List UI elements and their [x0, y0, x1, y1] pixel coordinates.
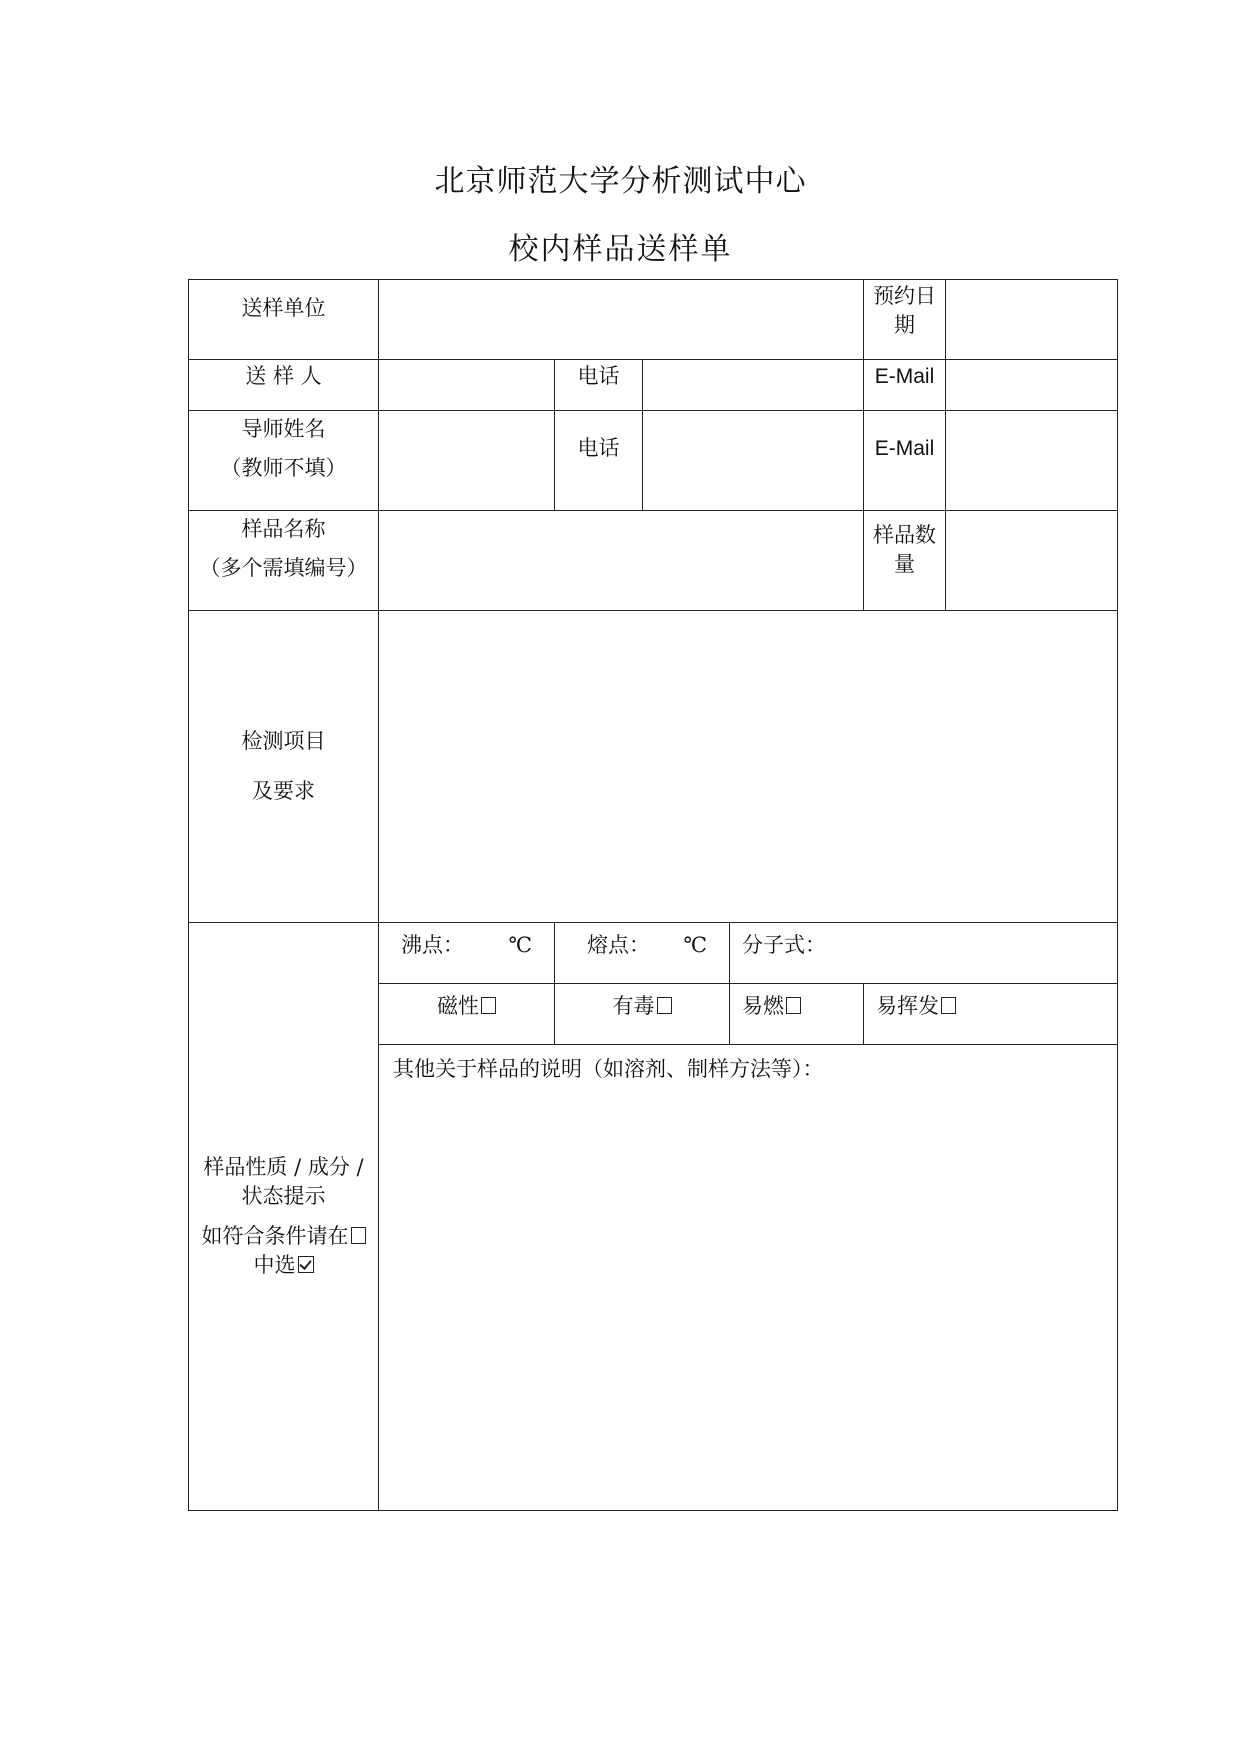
test-items-field[interactable]	[379, 611, 1118, 923]
volatile-checkbox[interactable]	[941, 997, 956, 1014]
appointment-date-label-line1: 预约日	[873, 284, 936, 308]
advisor-phone-label-cell	[555, 411, 643, 511]
other-notes-label: 其他关于样品的说明（如溶剂、制样方法等）：	[393, 1057, 824, 1081]
sender-name-field[interactable]	[379, 360, 555, 411]
sample-submission-form	[188, 279, 1118, 1511]
properties-label-cell	[189, 923, 379, 1511]
sample-qty-label-cell	[864, 511, 946, 611]
sender-email-label: E-Mail	[874, 365, 935, 388]
properties-hint-text-2: 中选	[253, 1252, 296, 1277]
advisor-email-label-cell	[864, 411, 946, 511]
properties-label-line1: 样品性质 / 成分 /	[203, 1154, 364, 1179]
advisor-email-label: E-Mail	[874, 436, 935, 460]
properties-hint-text: 如符合条件请在	[201, 1223, 349, 1248]
sample-qty-label-line1: 样品数	[873, 523, 936, 547]
advisor-name-field[interactable]	[379, 411, 555, 511]
test-items-label-2: 及要求	[252, 778, 315, 803]
test-items-label: 检测项目	[241, 729, 326, 754]
sample-qty-label-line2: 量	[894, 552, 915, 577]
properties-hint-line1	[189, 1222, 378, 1251]
advisor-label-cell	[189, 411, 379, 511]
advisor-phone-label: 电话	[577, 435, 620, 460]
melting-point-cell[interactable]	[555, 923, 730, 984]
advisor-email-field[interactable]	[946, 411, 1118, 511]
sample-name-label: 样品名称	[241, 517, 326, 541]
send-unit-label: 送样单位	[241, 296, 326, 320]
flammable-label: 易燃	[742, 994, 784, 1018]
melting-point-unit: ℃	[683, 933, 707, 957]
toxic-cell[interactable]	[555, 984, 730, 1045]
flammable-cell[interactable]	[730, 984, 864, 1045]
send-unit-label-cell	[189, 280, 379, 360]
formula-label: 分子式：	[742, 933, 826, 957]
sender-phone-label: 电话	[577, 364, 620, 388]
formula-cell[interactable]	[730, 923, 1118, 984]
advisor-label: 导师姓名	[241, 417, 326, 441]
sender-email-label-cell	[864, 360, 946, 411]
sender-phone-label-cell	[555, 360, 643, 411]
test-items-label-cell	[189, 611, 379, 923]
other-notes-field[interactable]	[379, 1045, 1118, 1511]
sample-name-field[interactable]	[379, 511, 864, 611]
form-title: 校内样品送样单	[508, 232, 733, 267]
boiling-point-unit: ℃	[508, 933, 532, 957]
toxic-label: 有毒	[612, 994, 655, 1018]
sender-email-field[interactable]	[946, 360, 1118, 411]
magnetic-cell[interactable]	[379, 984, 555, 1045]
melting-point-label: 熔点：	[587, 933, 650, 957]
sample-qty-field[interactable]	[946, 511, 1118, 611]
magnetic-label: 磁性	[437, 994, 479, 1018]
magnetic-checkbox[interactable]	[481, 997, 496, 1014]
sender-phone-field[interactable]	[643, 360, 864, 411]
volatile-label: 易挥发	[876, 994, 939, 1018]
appointment-date-field[interactable]	[946, 280, 1118, 360]
flammable-checkbox[interactable]	[786, 997, 801, 1014]
boiling-point-label: 沸点：	[401, 933, 464, 957]
institution-title: 北京师范大学分析测试中心	[434, 164, 807, 199]
empty-checkbox-icon	[351, 1227, 366, 1244]
volatile-cell[interactable]	[864, 984, 1118, 1045]
sample-name-label-cell	[189, 511, 379, 611]
advisor-phone-field[interactable]	[643, 411, 864, 511]
properties-hint-line2	[189, 1251, 378, 1280]
sender-label: 送 样 人	[245, 364, 322, 388]
sender-label-cell	[189, 360, 379, 411]
send-unit-field[interactable]	[379, 280, 864, 360]
appointment-date-label-line2: 期	[894, 313, 915, 338]
checked-checkbox-icon	[298, 1256, 314, 1273]
toxic-checkbox[interactable]	[657, 997, 672, 1014]
appointment-date-label-cell	[864, 280, 946, 360]
properties-label-line2: 状态提示	[241, 1184, 326, 1209]
sample-name-note: （多个需填编号）	[199, 556, 368, 581]
boiling-point-cell[interactable]	[379, 923, 555, 984]
advisor-note: （教师不填）	[220, 456, 347, 481]
